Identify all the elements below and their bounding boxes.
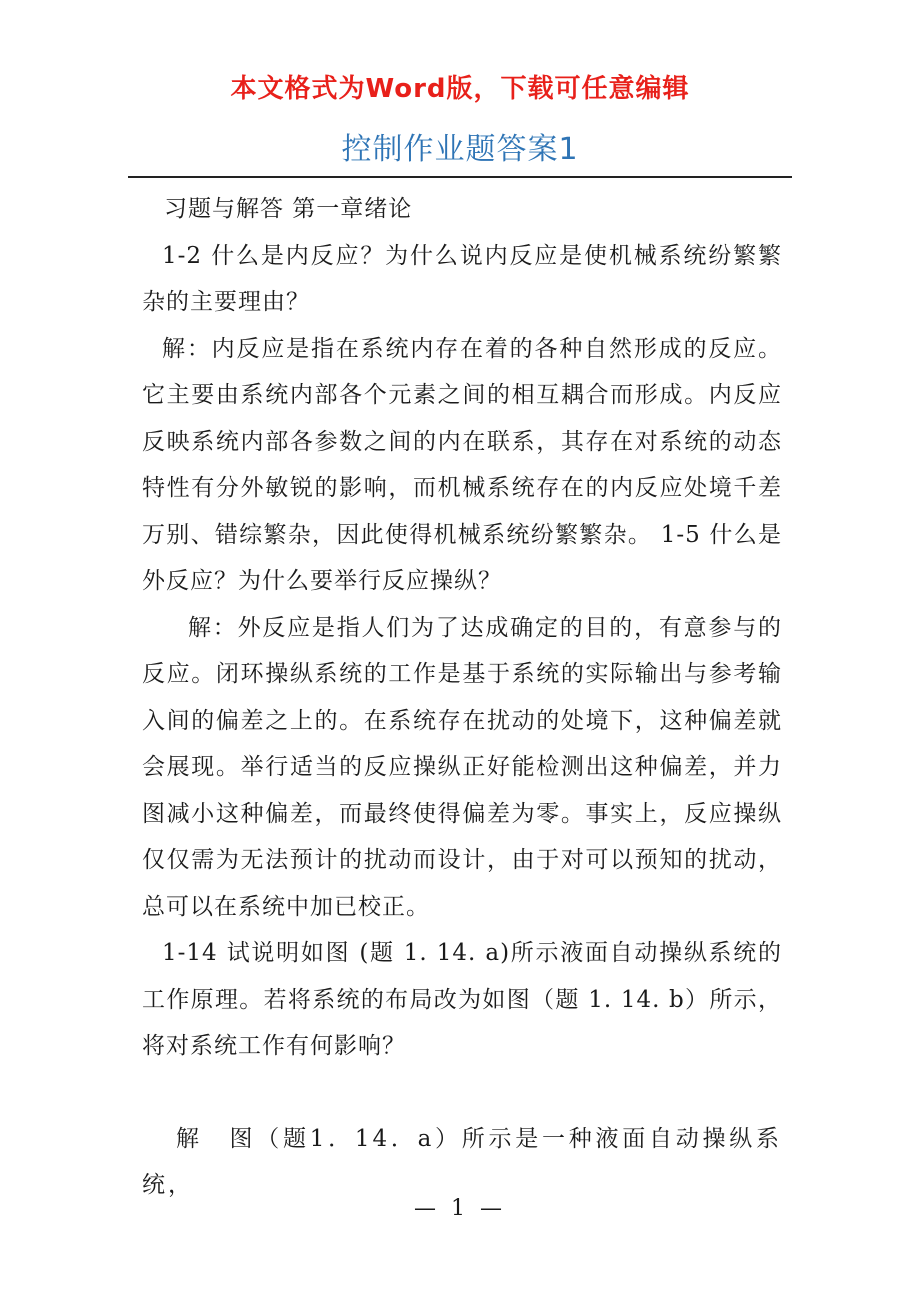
answer-1-2: 解：内反应是指在系统内存在着的各种自然形成的反应。它主要由系统内部各个元素之间的相互耦合而形成。内反应反映系统内部各参数之间的内在联系，其存在对系统的动态特性有分外敏锐的影响，而机械系统存在的内反应处境千差万别、错综繁杂，因此使得机械系统纷繁繁杂。 1-5 什么是外反应？为什么要举行反应操纵？ xyxy=(142,335,782,594)
chapter-heading: 习题与解答 第一章绪论 xyxy=(164,196,413,222)
document-body xyxy=(142,186,782,1209)
question-1-14: 1-14 试说明如图 (题 1. 14. a)所示液面自动操纵系统的工作原理。若将系统的布局改为如图（题 1. 14. b）所示，将对系统工作有何影响？ xyxy=(142,940,782,1059)
title-divider xyxy=(128,176,792,178)
page-number: — 1 — xyxy=(414,1196,506,1221)
answer-1-14-start: 解 图（题1．14．a）所示是一种液面自动操纵系统， xyxy=(142,1125,782,1198)
document-title: 控制作业题答案1 xyxy=(341,132,579,167)
download-banner: 本文格式为Word版，下载可任意编辑 xyxy=(230,74,690,104)
question-1-2: 1-2 什么是内反应？为什么说内反应是使机械系统纷繁繁杂的主要理由？ xyxy=(142,242,782,315)
paragraph-gap xyxy=(142,1070,782,1116)
answer-1-5: 解：外反应是指人们为了达成确定的目的，有意参与的反应。闭环操纵系统的工作是基于系统的实际输出与参考输入间的偏差之上的。在系统存在扰动的处境下，这种偏差就会展现。举行适当的反应操纵正好能检测出这种偏差，并力图减小这种偏差，而最终使得偏差为零。事实上，反应操纵仅仅需为无法预计的扰动而设计，由于对可以预知的扰动，总可以在系统中加已校正。 xyxy=(142,614,782,920)
